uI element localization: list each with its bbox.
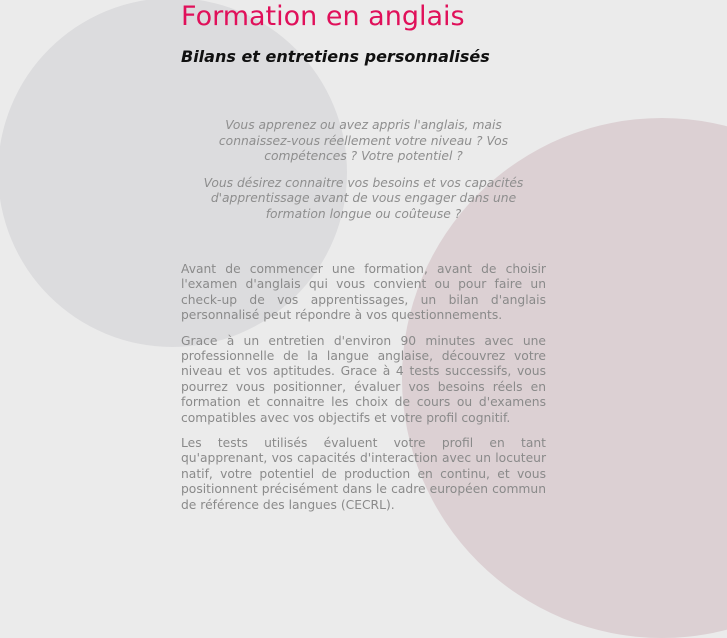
body-paragraph: Les tests utilisés évaluent votre profil en tant qu'apprenant, vos capacités d'interaction avec un locuteur natif, votre potentiel de production en continu, et vous positionnent précisément dans le cadre européen commun de référence des langues (CECRL).: [181, 436, 546, 512]
body-text: [181, 262, 546, 523]
intro-paragraph: Vous désirez connaitre vos besoins et vos capacités d'apprentissage avant de vous engager dans une formation longue ou coûteuse ?: [203, 175, 524, 221]
page-title: Formation en anglais: [181, 1, 465, 32]
page-subtitle: Bilans et entretiens personnalisés: [181, 47, 490, 66]
intro-paragraph: Vous apprenez ou avez appris l'anglais, mais connaissez-vous réellement votre niveau ? Vos compétences ? Votre potentiel ?: [218, 118, 509, 164]
intro-block: [181, 118, 546, 223]
body-paragraph: Grace à un entretien d'environ 90 minutes avec une professionnelle de la langue anglaise, découvrez votre niveau et vos aptitudes. Grace à 4 tests successifs, vous pourrez vous positionner, évaluer vos besoins réels en formation et connaitre les choix de cours ou d'examens compatibles avec vos objectifs et votre profil cognitif.: [181, 333, 546, 425]
body-paragraph: Avant de commencer une formation, avant de choisir l'examen d'anglais qui vous convient ou pour faire un check-up de vos apprentissages, un bilan d'anglais personnalisé peut répondre à vos questionnements.: [181, 262, 546, 323]
